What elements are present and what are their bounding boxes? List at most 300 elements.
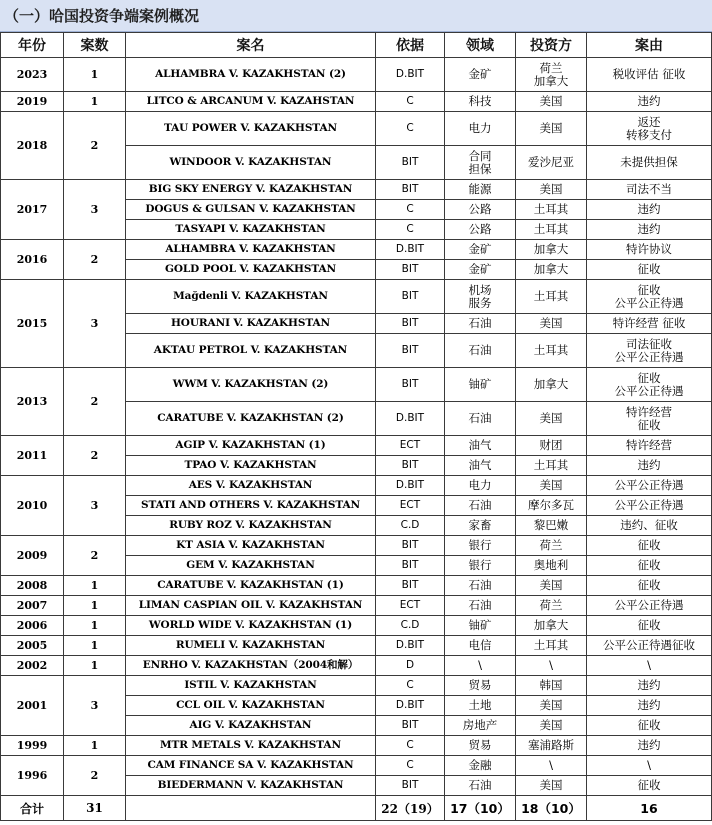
- case-name-cell-text: KT ASIA V. KAZAKHSTAN: [176, 539, 325, 551]
- basis-cell: [376, 260, 445, 280]
- cause-cell-text: 返还 转移支付: [626, 114, 672, 142]
- basis-cell: [376, 656, 445, 676]
- field-cell: [445, 260, 516, 280]
- year-cell: 2006: [1, 616, 64, 636]
- basis-cell-text: D.BIT: [395, 699, 425, 711]
- case-name-cell: [126, 476, 376, 496]
- investor-cell-text: 美国: [539, 316, 563, 330]
- year-cell: 2010: [1, 476, 64, 536]
- basis-cell-text: C.D: [400, 519, 420, 531]
- cause-cell: [587, 180, 712, 200]
- case-name-cell: [126, 334, 376, 368]
- basis-cell-text: BIT: [401, 779, 419, 791]
- basis-cell-text: C: [406, 203, 414, 215]
- case-name-cell-text: AES V. KAZAKHSTAN: [188, 479, 313, 491]
- table-row: [1, 576, 712, 596]
- cause-cell: [587, 220, 712, 240]
- total-investor: 18（10）: [516, 796, 587, 821]
- investor-cell-text: 塞浦路斯: [528, 738, 574, 752]
- investor-cell: [516, 736, 587, 756]
- case-name-cell-text: TAU POWER V. KAZAKHSTAN: [163, 122, 337, 134]
- field-cell-text: \: [478, 658, 482, 672]
- cause-cell: [587, 736, 712, 756]
- investor-cell-text: 爱沙尼亚: [528, 155, 574, 169]
- basis-cell: [376, 556, 445, 576]
- basis-cell: [376, 576, 445, 596]
- basis-cell: [376, 402, 445, 436]
- field-cell-text: 金矿: [468, 262, 492, 276]
- field-cell: [445, 556, 516, 576]
- cause-cell: [587, 112, 712, 146]
- table-row: [1, 436, 712, 456]
- field-cell: [445, 576, 516, 596]
- investor-cell: [516, 656, 587, 676]
- year-cell: 2005: [1, 636, 64, 656]
- cause-cell-text: 违约: [637, 94, 661, 108]
- basis-cell: [376, 200, 445, 220]
- count-cell: 1: [64, 616, 126, 636]
- cause-cell-text: 违约: [637, 678, 661, 692]
- table-row: [1, 368, 712, 402]
- case-name-cell: [126, 616, 376, 636]
- field-cell-text: 石油: [468, 578, 492, 592]
- basis-cell: [376, 476, 445, 496]
- investor-cell-text: 加拿大: [533, 262, 569, 276]
- basis-cell-text: C: [406, 739, 414, 751]
- field-cell: [445, 146, 516, 180]
- basis-cell-text: C: [406, 95, 414, 107]
- case-name-cell-text: AIG V. KAZAKHSTAN: [189, 719, 312, 731]
- basis-cell: [376, 776, 445, 796]
- case-name-cell: [126, 260, 376, 280]
- basis-cell: [376, 516, 445, 536]
- investor-cell: [516, 92, 587, 112]
- basis-cell-text: C: [406, 679, 414, 691]
- year-cell: 2013: [1, 368, 64, 436]
- field-cell-text: 金融: [468, 758, 492, 772]
- case-name-cell-text: DOGUS & GULSAN V. KAZAKHSTAN: [145, 203, 356, 215]
- table-row: [1, 476, 712, 496]
- investor-cell-text: 美国: [539, 94, 563, 108]
- col-header-year: 年份: [1, 33, 64, 58]
- cause-cell: [587, 776, 712, 796]
- field-cell-text: 石油: [468, 411, 492, 425]
- cause-cell-text: 征收: [637, 578, 661, 592]
- investor-cell-text: 加拿大: [533, 242, 569, 256]
- case-name-cell: [126, 146, 376, 180]
- basis-cell-text: BIT: [401, 156, 419, 168]
- case-name-cell-text: HOURANI V. KAZAKHSTAN: [170, 317, 331, 329]
- field-cell-text: 贸易: [468, 738, 492, 752]
- investor-cell: [516, 556, 587, 576]
- cause-cell-text: 司法不当: [626, 182, 672, 196]
- investor-cell-text: 荷兰 加拿大: [533, 60, 569, 88]
- field-cell-text: 油气: [468, 458, 492, 472]
- case-name-cell: [126, 200, 376, 220]
- field-cell: [445, 516, 516, 536]
- investor-cell: [516, 200, 587, 220]
- basis-cell: [376, 456, 445, 476]
- field-cell-text: 石油: [468, 316, 492, 330]
- field-cell-text: 石油: [468, 343, 492, 357]
- cause-cell-text: 征收: [637, 558, 661, 572]
- basis-cell: [376, 736, 445, 756]
- field-cell-text: 石油: [468, 498, 492, 512]
- cause-cell: [587, 516, 712, 536]
- header-row: [1, 33, 712, 58]
- field-cell-text: 公路: [468, 202, 492, 216]
- cause-cell-text: 征收: [637, 538, 661, 552]
- total-cause: 16: [587, 796, 712, 821]
- investor-cell-text: 摩尔多瓦: [528, 498, 574, 512]
- table-row: [1, 756, 712, 776]
- basis-cell: [376, 146, 445, 180]
- cause-cell-text: 公平公正待遇: [614, 478, 684, 492]
- investor-cell: [516, 314, 587, 334]
- cause-cell-text: 未提供担保: [620, 155, 678, 169]
- case-name-cell: [126, 656, 376, 676]
- cause-cell-text: 征收 公平公正待遇: [614, 282, 684, 310]
- basis-cell-text: C.D: [400, 619, 420, 631]
- investor-cell-text: 美国: [539, 478, 563, 492]
- basis-cell: [376, 716, 445, 736]
- investor-cell-text: 加拿大: [533, 377, 569, 391]
- cause-cell: [587, 402, 712, 436]
- case-name-cell: [126, 402, 376, 436]
- investor-cell: [516, 436, 587, 456]
- investor-cell: [516, 260, 587, 280]
- cause-cell: [587, 636, 712, 656]
- cause-cell: [587, 556, 712, 576]
- field-cell-text: 科技: [468, 94, 492, 108]
- cause-cell: [587, 616, 712, 636]
- total-basis: 22（19）: [376, 796, 445, 821]
- case-rows: [1, 58, 712, 796]
- cause-cell-text: 特许经营 征收: [626, 404, 672, 432]
- cause-cell-text: 征收: [637, 618, 661, 632]
- investor-cell-text: 土耳其: [533, 458, 569, 472]
- basis-cell-text: C: [406, 759, 414, 771]
- cause-cell-text: 违约: [637, 738, 661, 752]
- investor-cell: [516, 636, 587, 656]
- cause-cell: [587, 696, 712, 716]
- case-name-cell: [126, 180, 376, 200]
- case-name-cell-text: ALHAMBRA V. KAZAKHSTAN: [165, 243, 336, 255]
- basis-cell: [376, 334, 445, 368]
- investor-cell: [516, 676, 587, 696]
- count-cell: 3: [64, 676, 126, 736]
- section-title: （一）哈国投资争端案例概况: [0, 0, 712, 32]
- field-cell-text: 房地产: [462, 718, 498, 732]
- basis-cell: [376, 368, 445, 402]
- case-name-cell-text: MTR METALS V. KAZAKHSTAN: [160, 739, 341, 751]
- investor-cell: [516, 240, 587, 260]
- investor-cell-text: 土耳其: [533, 638, 569, 652]
- investor-cell-text: 荷兰: [539, 538, 563, 552]
- col-header-cause: 案由: [587, 33, 712, 58]
- count-cell: 1: [64, 736, 126, 756]
- count-cell: 2: [64, 436, 126, 476]
- basis-cell: [376, 496, 445, 516]
- count-cell: 3: [64, 476, 126, 536]
- total-case: [126, 796, 376, 821]
- field-cell: [445, 476, 516, 496]
- basis-cell: [376, 58, 445, 92]
- case-name-cell-text: AKTAU PETROL V. KAZAKHSTAN: [153, 344, 348, 356]
- investor-cell-text: 财团: [539, 438, 563, 452]
- field-cell: [445, 776, 516, 796]
- basis-cell-text: BIT: [401, 378, 419, 390]
- case-name-cell: [126, 596, 376, 616]
- cause-cell-text: \: [647, 658, 651, 672]
- basis-cell: [376, 180, 445, 200]
- cause-cell-text: 司法征收 公平公正待遇: [614, 336, 684, 364]
- table-row: [1, 596, 712, 616]
- investor-cell-text: 奥地利: [533, 558, 569, 572]
- case-name-cell: [126, 112, 376, 146]
- cause-cell: [587, 456, 712, 476]
- count-cell: 3: [64, 280, 126, 368]
- investor-cell-text: 土耳其: [533, 289, 569, 303]
- basis-cell-text: ECT: [399, 499, 421, 511]
- investor-cell-text: 美国: [539, 778, 563, 792]
- basis-cell: [376, 676, 445, 696]
- field-cell: [445, 536, 516, 556]
- cause-cell-text: 违约、征收: [620, 518, 678, 532]
- basis-cell: [376, 314, 445, 334]
- year-cell: 2009: [1, 536, 64, 576]
- cause-cell-text: 征收 公平公正待遇: [614, 370, 684, 398]
- field-cell: [445, 402, 516, 436]
- year-cell: 2017: [1, 180, 64, 240]
- field-cell: [445, 220, 516, 240]
- basis-cell-text: D.BIT: [395, 412, 425, 424]
- table-row: [1, 736, 712, 756]
- table-row: [1, 536, 712, 556]
- field-cell: [445, 200, 516, 220]
- field-cell: [445, 496, 516, 516]
- investor-cell-text: 美国: [539, 698, 563, 712]
- count-cell: 2: [64, 112, 126, 180]
- investor-cell: [516, 496, 587, 516]
- basis-cell-text: D.BIT: [395, 68, 425, 80]
- field-cell-text: 机场 服务: [468, 282, 492, 310]
- basis-cell-text: D.BIT: [395, 243, 425, 255]
- cause-cell-text: \: [647, 758, 651, 772]
- basis-cell-text: BIT: [401, 539, 419, 551]
- case-name-cell: [126, 496, 376, 516]
- basis-cell-text: BIT: [401, 344, 419, 356]
- cause-cell-text: 征收: [637, 778, 661, 792]
- investor-cell-text: 土耳其: [533, 222, 569, 236]
- total-count: 31: [64, 796, 126, 821]
- basis-cell-text: ECT: [399, 439, 421, 451]
- table-row: [1, 58, 712, 92]
- investor-cell: [516, 536, 587, 556]
- case-name-cell: [126, 516, 376, 536]
- basis-cell: [376, 240, 445, 260]
- field-cell-text: 土地: [468, 698, 492, 712]
- basis-cell: [376, 536, 445, 556]
- investor-cell-text: 荷兰: [539, 598, 563, 612]
- year-cell: 2023: [1, 58, 64, 92]
- col-header-investor: 投资方: [516, 33, 587, 58]
- field-cell: [445, 616, 516, 636]
- case-name-cell: [126, 676, 376, 696]
- case-name-cell: [126, 280, 376, 314]
- case-name-cell-text: BIEDERMANN V. KAZAKHSTAN: [157, 779, 344, 791]
- basis-cell-text: BIT: [401, 317, 419, 329]
- case-name-cell: [126, 556, 376, 576]
- cause-cell: [587, 576, 712, 596]
- investor-cell: [516, 112, 587, 146]
- case-name-cell: [126, 536, 376, 556]
- investor-cell: [516, 476, 587, 496]
- table-row: [1, 616, 712, 636]
- case-name-cell-text: GEM V. KAZAKHSTAN: [186, 559, 315, 571]
- year-cell: 2007: [1, 596, 64, 616]
- investor-cell: [516, 280, 587, 314]
- case-name-cell-text: CCL OIL V. KAZAKHSTAN: [176, 699, 325, 711]
- year-cell: 2016: [1, 240, 64, 280]
- investor-cell: [516, 596, 587, 616]
- case-name-cell-text: BIG SKY ENERGY V. KAZAKHSTAN: [148, 183, 353, 195]
- field-cell-text: 铀矿: [468, 377, 492, 391]
- cause-cell-text: 征收: [637, 718, 661, 732]
- field-cell: [445, 58, 516, 92]
- count-cell: 2: [64, 368, 126, 436]
- basis-cell-text: BIT: [401, 263, 419, 275]
- investor-cell-text: 土耳其: [533, 343, 569, 357]
- investor-cell-text: 美国: [539, 182, 563, 196]
- count-cell: 1: [64, 656, 126, 676]
- case-name-cell-text: RUBY ROZ V. KAZAKHSTAN: [169, 519, 332, 531]
- basis-cell: [376, 756, 445, 776]
- case-name-cell: [126, 368, 376, 402]
- case-name-cell: [126, 756, 376, 776]
- case-name-cell-text: ENRHO V. KAZAKHSTAN（2004和解）: [142, 659, 359, 671]
- case-name-cell: [126, 92, 376, 112]
- basis-cell: [376, 92, 445, 112]
- field-cell-text: 合同 担保: [468, 148, 492, 176]
- case-name-cell: [126, 456, 376, 476]
- basis-cell-text: BIT: [401, 559, 419, 571]
- case-name-cell: [126, 314, 376, 334]
- field-cell-text: 能源: [468, 182, 492, 196]
- cause-cell: [587, 280, 712, 314]
- field-cell: [445, 314, 516, 334]
- basis-cell-text: BIT: [401, 579, 419, 591]
- investor-cell: [516, 716, 587, 736]
- field-cell-text: 铀矿: [468, 618, 492, 632]
- case-name-cell-text: AGIP V. KAZAKHSTAN (1): [175, 439, 326, 451]
- basis-cell-text: BIT: [401, 459, 419, 471]
- case-name-cell-text: CAM FINANCE SA V. KAZAKHSTAN: [147, 759, 354, 771]
- table-row: [1, 636, 712, 656]
- field-cell: [445, 736, 516, 756]
- count-cell: 1: [64, 576, 126, 596]
- field-cell-text: 公路: [468, 222, 492, 236]
- cause-cell: [587, 596, 712, 616]
- case-name-cell: [126, 240, 376, 260]
- case-name-cell-text: TASYAPI V. KAZAKHSTAN: [175, 223, 326, 235]
- field-cell: [445, 656, 516, 676]
- field-cell: [445, 756, 516, 776]
- cause-cell: [587, 536, 712, 556]
- case-name-cell: [126, 58, 376, 92]
- cause-cell: [587, 716, 712, 736]
- basis-cell-text: D.BIT: [395, 639, 425, 651]
- count-cell: 1: [64, 58, 126, 92]
- field-cell-text: 电信: [468, 638, 492, 652]
- case-name-cell-text: ALHAMBRA V. KAZAKHSTAN (2): [155, 68, 346, 80]
- count-cell: 2: [64, 756, 126, 796]
- case-name-cell-text: TPAO V. KAZAKHSTAN: [184, 459, 317, 471]
- investor-cell: [516, 146, 587, 180]
- investor-cell: [516, 576, 587, 596]
- basis-cell: [376, 596, 445, 616]
- investor-cell-text: \: [549, 758, 553, 772]
- basis-cell-text: ECT: [399, 599, 421, 611]
- cause-cell: [587, 368, 712, 402]
- case-name-cell: [126, 696, 376, 716]
- case-name-cell-text: STATI AND OTHERS V. KAZAKHSTAN: [140, 499, 361, 511]
- case-name-cell-text: WWM V. KAZAKHSTAN (2): [172, 378, 329, 390]
- investment-disputes-table: [0, 32, 712, 821]
- case-name-cell-text: RUMELI V. KAZAKHSTAN: [175, 639, 326, 651]
- case-name-cell-text: ISTIL V. KAZAKHSTAN: [184, 679, 317, 691]
- table-row: [1, 676, 712, 696]
- field-cell: [445, 716, 516, 736]
- col-header-count: 案数: [64, 33, 126, 58]
- year-cell: 2015: [1, 280, 64, 368]
- basis-cell-text: D.BIT: [395, 479, 425, 491]
- investor-cell-text: 美国: [539, 121, 563, 135]
- cause-cell-text: 违约: [637, 698, 661, 712]
- case-name-cell-text: CARATUBE V. KAZAKHSTAN (1): [157, 579, 344, 591]
- total-row: [1, 796, 712, 821]
- field-cell: [445, 636, 516, 656]
- investor-cell-text: 美国: [539, 578, 563, 592]
- field-cell: [445, 436, 516, 456]
- cause-cell: [587, 314, 712, 334]
- year-cell: 2001: [1, 676, 64, 736]
- total-label: 合计: [1, 796, 64, 821]
- col-header-case: 案名: [126, 33, 376, 58]
- case-name-cell: [126, 736, 376, 756]
- field-cell-text: 金矿: [468, 67, 492, 81]
- cause-cell-text: 征收: [637, 262, 661, 276]
- case-name-cell-text: LITCO & ARCANUM V. KAZAHSTAN: [146, 95, 355, 107]
- investor-cell-text: 美国: [539, 411, 563, 425]
- cause-cell: [587, 656, 712, 676]
- investor-cell: [516, 402, 587, 436]
- count-cell: 1: [64, 636, 126, 656]
- year-cell: 2008: [1, 576, 64, 596]
- year-cell: 2019: [1, 92, 64, 112]
- basis-cell-text: BIT: [401, 719, 419, 731]
- field-cell-text: 电力: [468, 478, 492, 492]
- year-cell: 2002: [1, 656, 64, 676]
- year-cell: 1999: [1, 736, 64, 756]
- case-name-cell-text: Mağdenli V. KAZAKHSTAN: [173, 290, 328, 302]
- investor-cell-text: 韩国: [539, 678, 563, 692]
- investor-cell: [516, 516, 587, 536]
- basis-cell-text: C: [406, 122, 414, 134]
- cause-cell: [587, 200, 712, 220]
- basis-cell: [376, 636, 445, 656]
- investor-cell: [516, 456, 587, 476]
